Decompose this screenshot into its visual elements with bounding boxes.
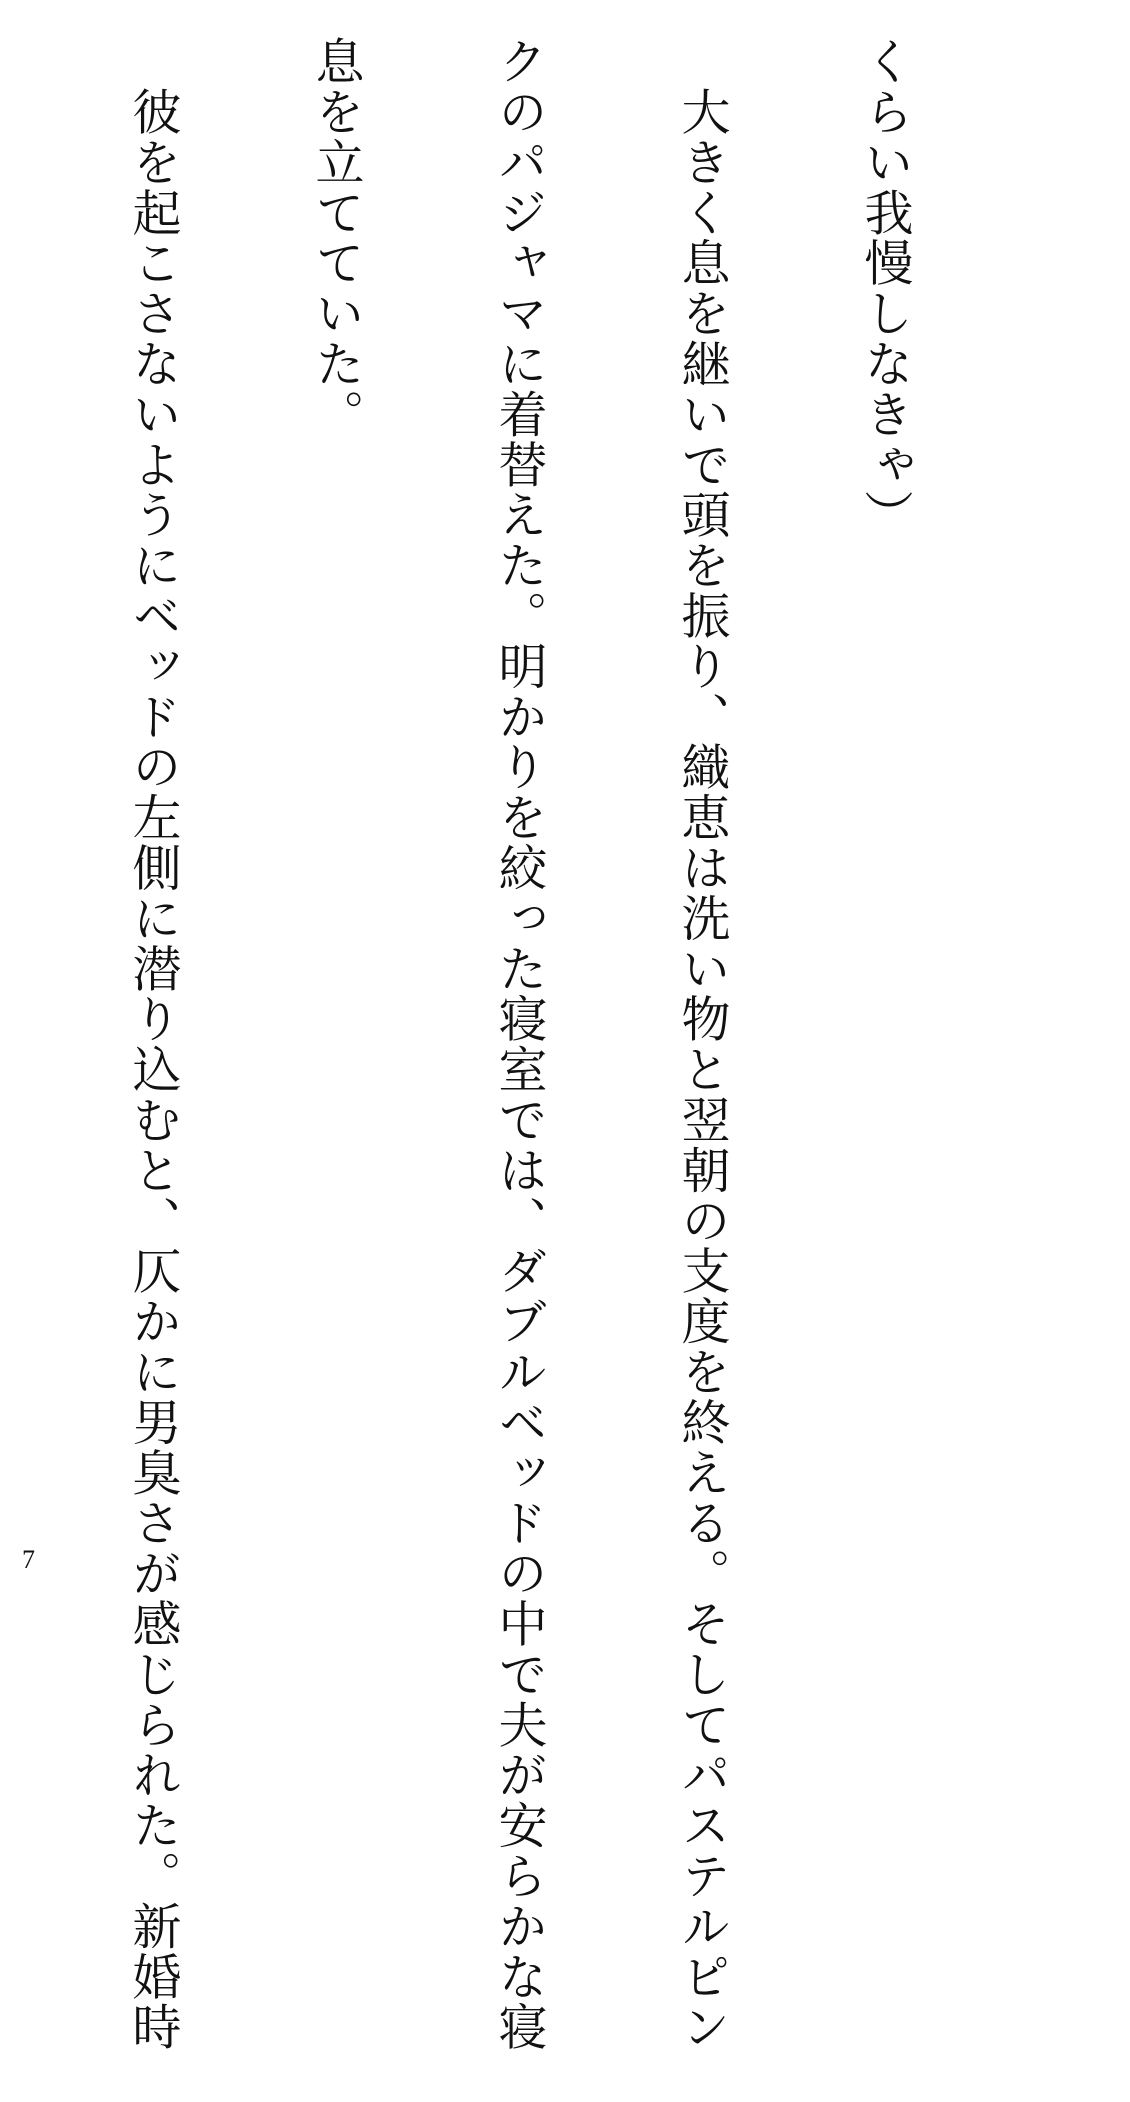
text-line-4: 息を立てていた。: [308, 36, 365, 440]
page-number: 7: [22, 1545, 35, 1574]
text-line-1: くらい我慢しなきゃ）: [857, 36, 914, 540]
text-line-2: 大きく息を継いで頭を振り、織恵は洗い物と翌朝の支度を終える。そしてパステルピン: [674, 36, 731, 2052]
vertical-text-body: [0, 36, 1038, 2052]
text-line-5: 彼を起こさないようにベッドの左側に潜り込むと、仄かに男臭さが感じられた。新婚時: [125, 36, 182, 2052]
text-line-3: クのパジャマに着替えた。明かりを絞った寝室では、ダブルベッドの中で夫が安らかな寝: [491, 36, 548, 2052]
text-line-6: [0, 36, 1, 1536]
